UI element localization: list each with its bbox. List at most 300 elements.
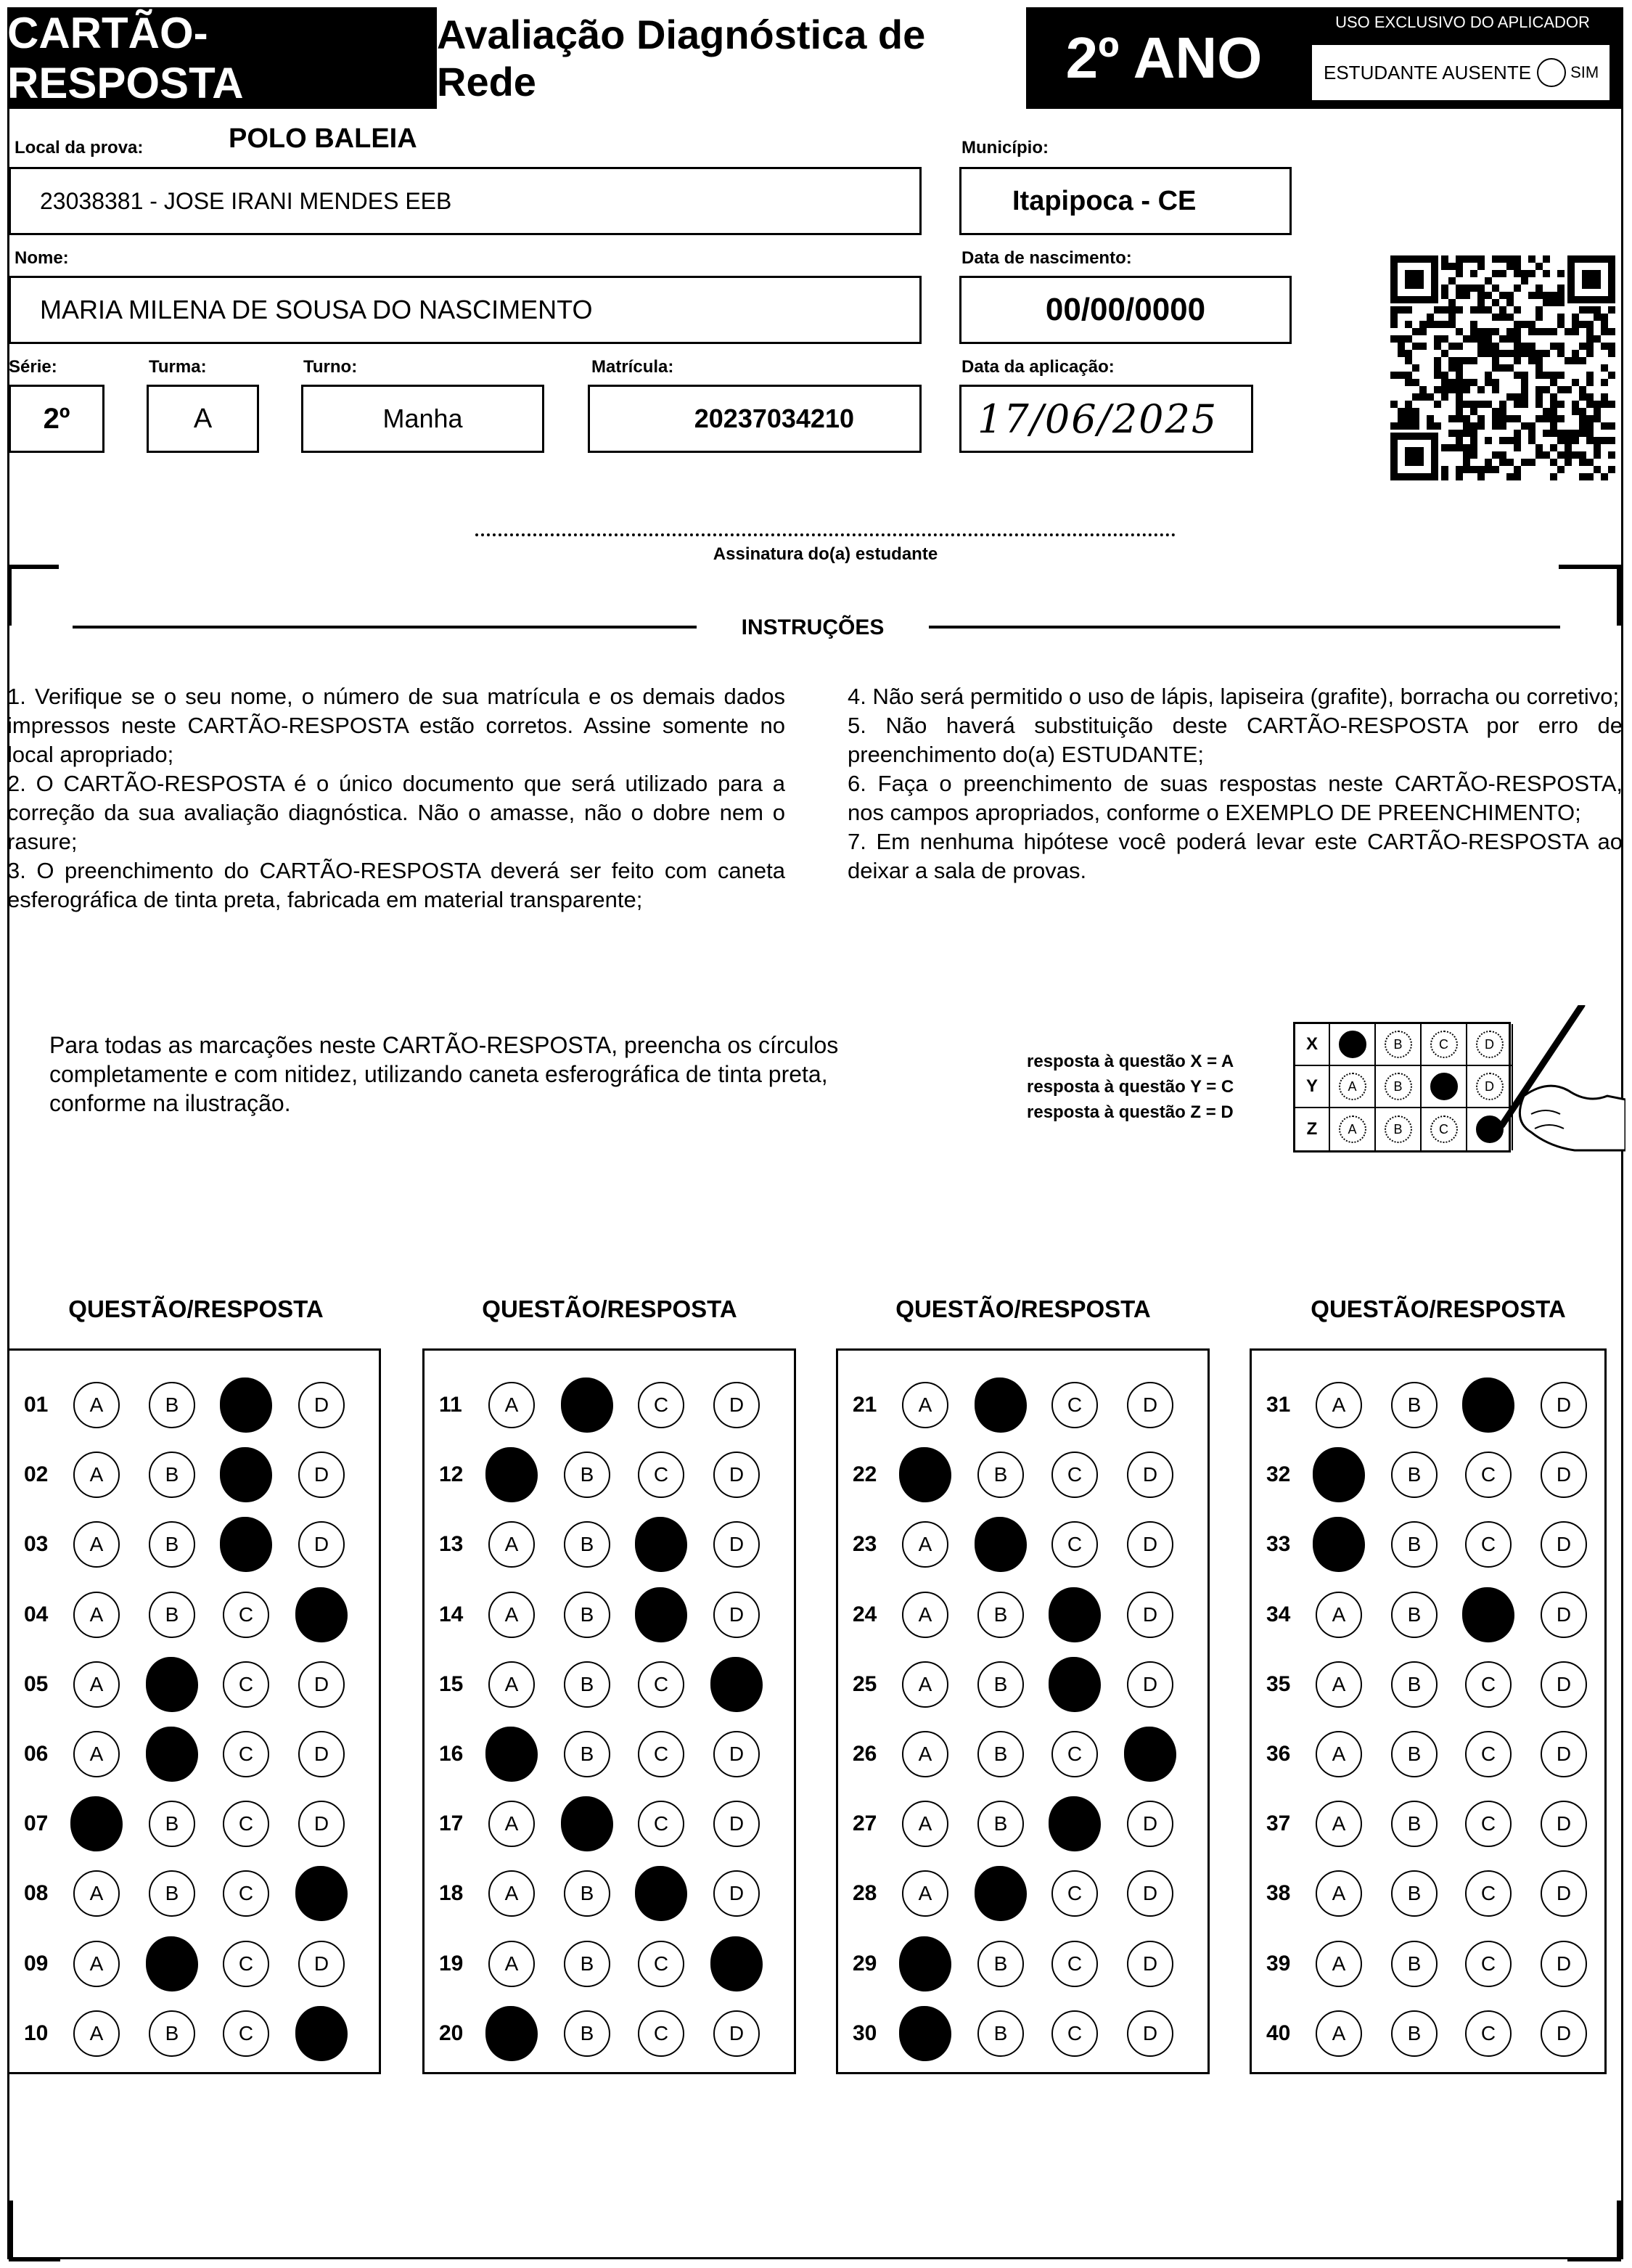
answer-bubble-b[interactable]: B [146, 1727, 198, 1782]
answer-bubble-d[interactable]: D [1127, 1521, 1173, 1568]
example-bubble-c: C [1430, 1115, 1458, 1143]
answer-bubble-d[interactable]: D [713, 1521, 760, 1568]
question-number: 36 [1266, 1742, 1291, 1766]
answer-bubble-c[interactable]: C [1051, 1941, 1098, 1987]
answer-bubble-b[interactable]: B [977, 1592, 1024, 1638]
example-bubble-b: B [1385, 1073, 1412, 1100]
turno-value: Manha [382, 404, 463, 433]
question-row [838, 1868, 1207, 1919]
answer-bubble-d[interactable]: D [1541, 1592, 1587, 1638]
question-number: 29 [853, 1951, 877, 1976]
answer-bubble-c[interactable]: C [220, 1447, 272, 1502]
answer-bubble-a[interactable]: A [488, 1941, 535, 1987]
question-number: 38 [1266, 1881, 1291, 1906]
aplicacao-value: 17/06/2025 [977, 396, 1218, 442]
question-row [9, 1798, 379, 1849]
question-row [1252, 2008, 1604, 2059]
question-row [1252, 1659, 1604, 1710]
answer-bubble-a[interactable]: A [902, 1731, 948, 1777]
answer-bubble-b[interactable]: B [1391, 2010, 1438, 2057]
question-number: 08 [24, 1881, 49, 1906]
answer-bubble-d[interactable]: D [298, 1661, 345, 1708]
answer-bubble-c[interactable]: C [1465, 2010, 1512, 2057]
question-row [1252, 1939, 1604, 1989]
serie-label: Série: [9, 357, 57, 377]
answer-bubble-d[interactable]: D [295, 1866, 348, 1921]
card-title: CARTÃO-RESPOSTA [7, 7, 437, 109]
question-number: 33 [1266, 1532, 1291, 1557]
answer-bubble-a[interactable]: A [1316, 1592, 1362, 1638]
instruction-item: 6. Faça o preenchimento de suas respostas neste CARTÃO-RESPOSTA, nos campos apropriados, conforme o EXEMPLO DE PREENCHIMENTO; [848, 771, 1623, 825]
fill-instruction-note: Para todas as marcações neste CARTÃO-RESPOSTA, preencha os círculos completamente e com nitidez, utilizando caneta esferográfica de tinta preta, conforme na ilustração. [49, 1032, 839, 1116]
answer-bubble-d[interactable]: D [713, 2010, 760, 2057]
answer-bubble-a[interactable]: A [73, 2010, 120, 2057]
answer-bubble-b[interactable]: B [1391, 1452, 1438, 1498]
question-number: 16 [439, 1742, 464, 1766]
answer-bubble-c[interactable]: C [1051, 1382, 1098, 1428]
answer-bubble-c[interactable]: C [223, 2010, 269, 2057]
answer-bubble-a[interactable]: A [1316, 2010, 1362, 2057]
answer-bubble-b[interactable]: B [564, 1731, 610, 1777]
question-row [425, 1659, 794, 1710]
answer-bubble-d[interactable]: D [295, 2006, 348, 2061]
question-row [838, 1589, 1207, 1640]
answer-bubble-b[interactable]: B [1391, 1661, 1438, 1708]
answer-bubble-c[interactable]: C [223, 1801, 269, 1847]
absent-checkbox[interactable] [1537, 58, 1566, 87]
answer-column-3 [836, 1348, 1210, 2074]
question-row [1252, 1589, 1604, 1640]
answer-bubble-d[interactable]: D [1127, 1870, 1173, 1917]
answer-bubble-c[interactable]: C [223, 1661, 269, 1708]
answer-bubble-b[interactable]: B [977, 1452, 1024, 1498]
question-number: 35 [1266, 1671, 1291, 1696]
answer-bubble-a[interactable]: A [1316, 1661, 1362, 1708]
answer-bubble-c[interactable]: C [1465, 1870, 1512, 1917]
instruction-item: 2. O CARTÃO-RESPOSTA é o único documento que será utilizado para a correção da sua avaliação diagnóstica. Não o amasse, não o dobre nem o rasure; [7, 771, 785, 854]
turno-label: Turno: [303, 357, 358, 377]
answer-bubble-c[interactable]: C [1051, 1521, 1098, 1568]
question-number: 30 [853, 2021, 877, 2045]
answer-bubble-d[interactable]: D [713, 1870, 760, 1917]
corner-mark [7, 565, 59, 626]
answer-bubble-a[interactable]: A [485, 1727, 538, 1782]
answer-bubble-b[interactable]: B [1391, 1941, 1438, 1987]
answer-bubble-b[interactable]: B [149, 2010, 195, 2057]
example-cell [1422, 1108, 1467, 1150]
example-cell [1330, 1066, 1376, 1108]
answer-bubble-b[interactable]: B [146, 1657, 198, 1712]
answer-bubble-c[interactable]: C [638, 2010, 684, 2057]
question-row [9, 1939, 379, 1989]
answer-bubble-c[interactable]: C [1465, 1801, 1512, 1847]
aplicacao-label: Data da aplicação: [961, 357, 1115, 377]
answer-bubble-b[interactable]: B [561, 1796, 613, 1851]
answer-bubble-a[interactable]: A [73, 1452, 120, 1498]
answer-bubble-a[interactable]: A [488, 1521, 535, 1568]
example-caption: resposta à questão Z = D [1027, 1102, 1234, 1122]
answer-bubble-d[interactable]: D [1541, 1521, 1587, 1568]
answer-bubble-c[interactable]: C [223, 1731, 269, 1777]
answer-bubble-b[interactable]: B [564, 1452, 610, 1498]
answer-bubble-c[interactable]: C [638, 1382, 684, 1428]
question-number: 27 [853, 1811, 877, 1836]
example-cell [1376, 1024, 1422, 1066]
exclusive-use-label: USO EXCLUSIVO DO APLICADOR [1335, 13, 1590, 31]
question-row [425, 2008, 794, 2059]
question-row [425, 1798, 794, 1849]
serie-value: 2º [43, 402, 70, 435]
example-caption: resposta à questão X = A [1027, 1052, 1234, 1071]
absent-option-label: SIM [1570, 63, 1599, 81]
question-row [1252, 1798, 1604, 1849]
answer-bubble-b[interactable]: B [1391, 1521, 1438, 1568]
question-row [425, 1449, 794, 1500]
serie-field [9, 385, 104, 453]
answer-bubble-d[interactable]: D [713, 1731, 760, 1777]
answer-bubble-a[interactable]: A [73, 1941, 120, 1987]
answer-bubble-d[interactable]: D [1541, 1382, 1587, 1428]
answer-bubble-b[interactable]: B [564, 2010, 610, 2057]
example-cell [1376, 1066, 1422, 1108]
answer-bubble-a[interactable]: A [485, 2006, 538, 2061]
question-row [838, 2008, 1207, 2059]
example-bubble-a: A [1339, 1115, 1366, 1143]
divider [929, 626, 1560, 629]
answer-bubble-c[interactable]: C [1465, 1731, 1512, 1777]
question-number: 07 [24, 1811, 49, 1836]
answer-bubble-d[interactable]: D [298, 1801, 345, 1847]
answer-bubble-b[interactable]: B [564, 1592, 610, 1638]
corner-mark [9, 2201, 60, 2261]
municipio-value: Itapipoca - CE [1012, 185, 1197, 216]
question-row [9, 1868, 379, 1919]
question-row [425, 1729, 794, 1780]
answer-bubble-b[interactable]: B [149, 1870, 195, 1917]
answer-bubble-c[interactable]: C [635, 1866, 687, 1921]
answer-bubble-c[interactable]: C [638, 1661, 684, 1708]
answer-bubble-a[interactable]: A [899, 2006, 951, 2061]
question-number: 32 [1266, 1462, 1291, 1487]
question-number: 39 [1266, 1951, 1291, 1976]
question-number: 25 [853, 1671, 877, 1696]
question-number: 11 [439, 1393, 462, 1417]
question-number: 14 [439, 1602, 464, 1626]
answer-bubble-d[interactable]: D [1541, 1661, 1587, 1708]
example-bubble-d: D [1476, 1031, 1504, 1058]
answer-bubble-a[interactable]: A [1316, 1941, 1362, 1987]
instructions-right [848, 682, 1623, 885]
grade-label: 2º ANO [1026, 7, 1302, 109]
answer-bubble-b[interactable]: B [1391, 1592, 1438, 1638]
answer-bubble-d[interactable]: D [295, 1587, 348, 1642]
question-row [425, 1589, 794, 1640]
answer-bubble-a[interactable]: A [73, 1870, 120, 1917]
answer-bubble-a[interactable]: A [1316, 1731, 1362, 1777]
municipio-label: Município: [961, 138, 1049, 157]
example-cell [1376, 1108, 1422, 1150]
question-row [838, 1519, 1207, 1570]
answer-bubble-c[interactable]: C [1051, 1731, 1098, 1777]
answer-bubble-d[interactable]: D [298, 1452, 345, 1498]
question-row [838, 1939, 1207, 1989]
matricula-field [588, 385, 922, 453]
answer-bubble-c[interactable]: C [223, 1941, 269, 1987]
qr-code-icon [1387, 253, 1618, 483]
example-caption: resposta à questão Y = C [1027, 1077, 1234, 1097]
answer-bubble-c[interactable]: C [223, 1592, 269, 1638]
answer-bubble-a[interactable]: A [902, 1801, 948, 1847]
answer-bubble-b[interactable]: B [149, 1382, 195, 1428]
question-row [9, 1380, 379, 1430]
question-number: 04 [24, 1602, 49, 1626]
answer-bubble-c[interactable]: C [1462, 1377, 1514, 1433]
answer-bubble-d[interactable]: D [1127, 1382, 1173, 1428]
question-row [838, 1659, 1207, 1710]
question-row [838, 1798, 1207, 1849]
answer-bubble-b[interactable]: B [1391, 1870, 1438, 1917]
question-number: 21 [853, 1393, 877, 1417]
signature-line[interactable] [475, 533, 1176, 536]
answer-bubble-b[interactable]: B [149, 1521, 195, 1568]
question-number: 06 [24, 1742, 49, 1766]
answer-bubble-a[interactable]: A [70, 1796, 123, 1851]
answer-bubble-b[interactable]: B [975, 1517, 1027, 1572]
exam-title: Avaliação Diagnóstica de Rede [437, 7, 1026, 109]
answer-bubble-c[interactable]: C [220, 1517, 272, 1572]
answer-bubble-b[interactable]: B [564, 1521, 610, 1568]
example-cell [1422, 1066, 1467, 1108]
answer-bubble-b[interactable]: B [977, 1661, 1024, 1708]
answer-bubble-c[interactable]: C [635, 1587, 687, 1642]
answer-bubble-d[interactable]: D [1541, 1452, 1587, 1498]
answer-bubble-a[interactable]: A [73, 1521, 120, 1568]
answer-bubble-d[interactable]: D [1127, 1592, 1173, 1638]
answer-bubble-b[interactable]: B [975, 1377, 1027, 1433]
question-row [1252, 1729, 1604, 1780]
example-bubble-b: B [1385, 1115, 1412, 1143]
question-number: 12 [439, 1462, 464, 1487]
question-number: 01 [24, 1393, 49, 1417]
question-number: 20 [439, 2021, 464, 2045]
answer-bubble-c[interactable]: C [638, 1801, 684, 1847]
answer-bubble-c[interactable]: C [1051, 2010, 1098, 2057]
answer-bubble-b[interactable]: B [977, 1941, 1024, 1987]
answer-bubble-d[interactable]: D [298, 1521, 345, 1568]
example-bubble-d: D [1476, 1073, 1504, 1100]
question-number: 17 [439, 1811, 464, 1836]
answer-bubble-a[interactable]: A [1313, 1447, 1365, 1502]
answer-column-4 [1250, 1348, 1607, 2074]
answer-bubble-a[interactable]: A [902, 1592, 948, 1638]
answer-bubble-d[interactable]: D [713, 1382, 760, 1428]
nasc-field [959, 276, 1292, 344]
example-bubble-b: B [1385, 1031, 1412, 1058]
question-number: 18 [439, 1881, 464, 1906]
local-label: Local da prova: [15, 138, 144, 157]
instruction-item: 7. Em nenhuma hipótese você poderá levar este CARTÃO-RESPOSTA ao deixar a sala de provas. [848, 829, 1623, 883]
question-row [9, 1659, 379, 1710]
answer-bubble-b[interactable]: B [149, 1801, 195, 1847]
absent-label: ESTUDANTE AUSENTE [1324, 61, 1532, 83]
question-row [425, 1868, 794, 1919]
question-row [9, 1729, 379, 1780]
answer-bubble-d[interactable]: D [1127, 1452, 1173, 1498]
answer-bubble-d[interactable]: D [1127, 2010, 1173, 2057]
school-field [9, 167, 922, 235]
answer-bubble-a[interactable]: A [488, 1661, 535, 1708]
question-number: 05 [24, 1671, 49, 1696]
question-number: 03 [24, 1532, 49, 1557]
answer-bubble-a[interactable]: A [73, 1731, 120, 1777]
answer-bubble-a[interactable]: A [73, 1661, 120, 1708]
question-row [838, 1729, 1207, 1780]
answer-bubble-d[interactable]: D [713, 1592, 760, 1638]
answer-bubble-c[interactable]: C [1051, 1870, 1098, 1917]
question-number: 28 [853, 1881, 877, 1906]
answer-bubble-d[interactable]: D [710, 1936, 763, 1991]
column-title: QUESTÃO/RESPOSTA [895, 1295, 1151, 1322]
answer-bubble-a[interactable]: A [1316, 1870, 1362, 1917]
matricula-label: Matrícula: [591, 357, 674, 377]
answer-bubble-b[interactable]: B [149, 1452, 195, 1498]
answer-bubble-a[interactable]: A [1313, 1517, 1365, 1572]
school-value: 23038381 - JOSE IRANI MENDES EEB [40, 187, 452, 214]
answer-bubble-c[interactable]: C [1049, 1587, 1101, 1642]
turma-field [147, 385, 259, 453]
answer-bubble-d[interactable]: D [1127, 1661, 1173, 1708]
answer-bubble-a[interactable]: A [902, 1382, 948, 1428]
answer-bubble-b[interactable]: B [561, 1377, 613, 1433]
answer-bubble-b[interactable]: B [977, 2010, 1024, 2057]
example-bubble-c: C [1430, 1031, 1458, 1058]
example-row-label: X [1295, 1024, 1330, 1066]
answer-bubble-a[interactable]: A [899, 1447, 951, 1502]
answer-bubble-b[interactable]: B [564, 1870, 610, 1917]
answer-bubble-b[interactable]: B [149, 1592, 195, 1638]
instruction-item: 5. Não haverá substituição deste CARTÃO-RESPOSTA por erro de preenchimento do(a) ESTUDANTE; [848, 713, 1623, 767]
answer-bubble-a[interactable]: A [902, 1661, 948, 1708]
question-row [9, 1449, 379, 1500]
nasc-value: 00/00/0000 [1045, 292, 1206, 327]
example-grid [1293, 1022, 1511, 1153]
answer-bubble-a[interactable]: A [73, 1592, 120, 1638]
instruction-item: 4. Não será permitido o uso de lápis, lapiseira (grafite), borracha ou corretivo; [848, 684, 1620, 709]
answer-bubble-a[interactable]: A [73, 1382, 120, 1428]
answer-bubble-a[interactable]: A [902, 1521, 948, 1568]
question-row [1252, 1519, 1604, 1570]
answer-bubble-a[interactable]: A [1316, 1382, 1362, 1428]
municipio-field [959, 167, 1292, 235]
answer-bubble-d[interactable]: D [1541, 1731, 1587, 1777]
answer-bubble-b[interactable]: B [977, 1731, 1024, 1777]
answer-bubble-c[interactable]: C [1462, 1587, 1514, 1642]
answer-bubble-b[interactable]: B [564, 1661, 610, 1708]
corner-mark [1559, 565, 1621, 626]
question-number: 31 [1266, 1393, 1291, 1417]
answer-bubble-d[interactable]: D [713, 1801, 760, 1847]
answer-bubble-b[interactable]: B [1391, 1382, 1438, 1428]
answer-bubble-b[interactable]: B [1391, 1801, 1438, 1847]
question-row [9, 1589, 379, 1640]
answer-bubble-c[interactable]: C [1049, 1796, 1101, 1851]
question-number: 19 [439, 1951, 464, 1976]
answer-bubble-b[interactable]: B [1391, 1731, 1438, 1777]
answer-bubble-a[interactable]: A [902, 1870, 948, 1917]
answer-bubble-c[interactable]: C [1465, 1941, 1512, 1987]
answer-bubble-c[interactable]: C [1049, 1657, 1101, 1712]
answer-bubble-c[interactable]: C [638, 1452, 684, 1498]
question-number: 10 [24, 2021, 49, 2045]
answer-bubble-a[interactable]: A [488, 1382, 535, 1428]
example-row-label: Y [1295, 1066, 1330, 1108]
answer-bubble-d[interactable]: D [298, 1941, 345, 1987]
answer-bubble-a[interactable]: A [488, 1870, 535, 1917]
answer-bubble-d[interactable]: D [1541, 2010, 1587, 2057]
answer-bubble-c[interactable]: C [1465, 1521, 1512, 1568]
turno-field [301, 385, 544, 453]
answer-bubble-b[interactable]: B [977, 1801, 1024, 1847]
answer-bubble-d[interactable]: D [1541, 1801, 1587, 1847]
answer-bubble-c[interactable]: C [1465, 1661, 1512, 1708]
answer-bubble-a[interactable]: A [1316, 1801, 1362, 1847]
aplicacao-field[interactable] [959, 385, 1253, 453]
nasc-label: Data de nascimento: [961, 248, 1132, 268]
matricula-value: 20237034210 [694, 404, 854, 433]
answer-bubble-d[interactable]: D [710, 1657, 763, 1712]
answer-bubble-a[interactable]: A [899, 1936, 951, 1991]
question-number: 02 [24, 1462, 49, 1487]
nome-field [9, 276, 922, 344]
answer-bubble-d[interactable]: D [713, 1452, 760, 1498]
question-row [1252, 1380, 1604, 1430]
answer-bubble-c[interactable]: C [635, 1517, 687, 1572]
answer-bubble-b[interactable]: B [564, 1941, 610, 1987]
example-cell [1330, 1108, 1376, 1150]
column-title: QUESTÃO/RESPOSTA [68, 1295, 324, 1322]
question-number: 23 [853, 1532, 877, 1557]
answer-bubble-a[interactable]: A [485, 1447, 538, 1502]
answer-bubble-c[interactable]: C [1051, 1452, 1098, 1498]
question-number: 26 [853, 1742, 877, 1766]
answer-bubble-c[interactable]: C [220, 1377, 272, 1433]
pen-hand-icon [1480, 1005, 1625, 1158]
answer-bubble-c[interactable]: C [638, 1731, 684, 1777]
divider [73, 626, 697, 629]
question-number: 13 [439, 1532, 464, 1557]
turma-value: A [193, 403, 213, 434]
answer-bubble-c[interactable]: C [1465, 1452, 1512, 1498]
example-bubble-a [1339, 1031, 1366, 1058]
answer-bubble-d[interactable]: D [298, 1382, 345, 1428]
answer-bubble-a[interactable]: A [488, 1801, 535, 1847]
answer-bubble-d[interactable]: D [298, 1731, 345, 1777]
signature-label: Assinatura do(a) estudante [713, 544, 938, 564]
turma-label: Turma: [149, 357, 207, 377]
answer-bubble-b[interactable]: B [146, 1936, 198, 1991]
answer-bubble-c[interactable]: C [638, 1941, 684, 1987]
answer-bubble-a[interactable]: A [488, 1592, 535, 1638]
answer-bubble-c[interactable]: C [223, 1870, 269, 1917]
question-number: 37 [1266, 1811, 1291, 1836]
answer-bubble-d[interactable]: D [1541, 1941, 1587, 1987]
answer-bubble-b[interactable]: B [975, 1866, 1027, 1921]
answer-bubble-d[interactable]: D [1127, 1941, 1173, 1987]
answer-bubble-d[interactable]: D [1124, 1727, 1176, 1782]
answer-bubble-d[interactable]: D [1127, 1801, 1173, 1847]
answer-bubble-d[interactable]: D [1541, 1870, 1587, 1917]
question-number: 15 [439, 1671, 464, 1696]
